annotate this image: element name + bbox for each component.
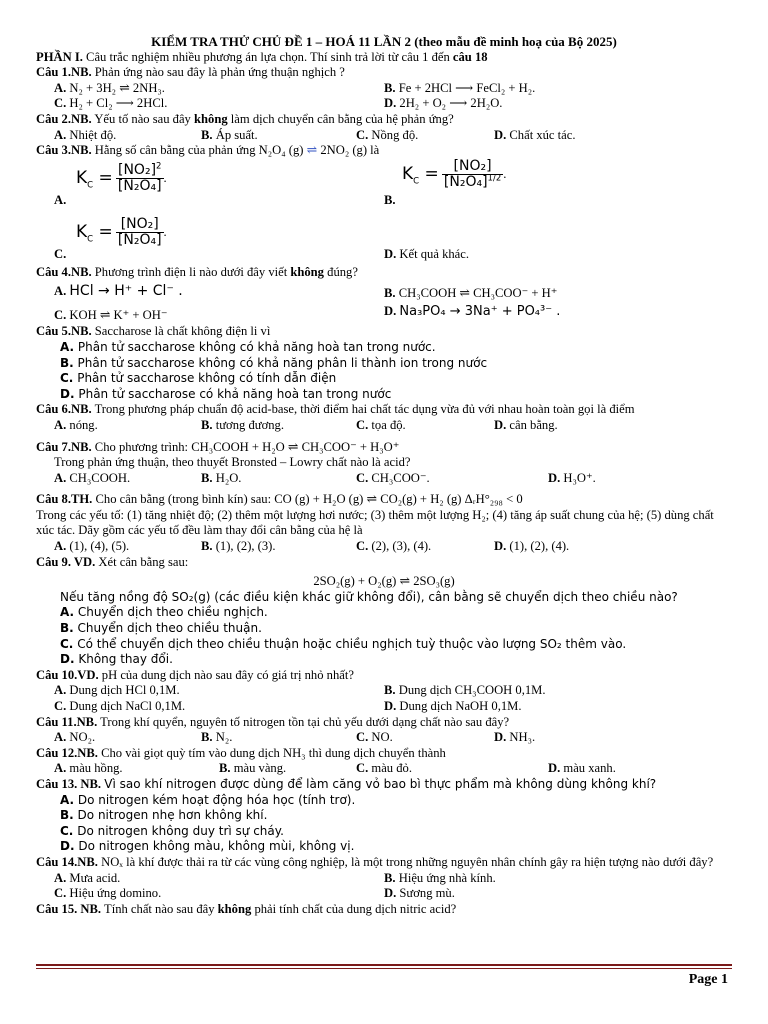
q1-options-row1: A. N₂ + 3H₂ ⇌ 2NH₃. B. Fe + 2HCl ⟶ FeCl₂ + H₂.	[54, 80, 536, 95]
question-10: Câu 10.VD. pH của dung dịch nào sau đây có giá trị nhỏ nhất?	[36, 667, 354, 682]
question-9: Câu 9. VD. Xét cân bằng sau:	[36, 554, 189, 569]
q9-subtext: Nếu tăng nồng độ SO₂(g) (các điều kiện khác giữ không đổi), cân bằng sẽ chuyển dịch theo chiều nào?	[60, 589, 678, 604]
question-6: Câu 6.NB. Trong phương pháp chuẩn độ acid-base, thời điểm hai chất tác dụng vừa đủ với nhau hoàn toàn gọi là điểm	[36, 402, 635, 417]
q8-subtext: Trong các yếu tố: (1) tăng nhiệt độ; (2) thêm một lượng hơi nước; (3) thêm một lượng H₂; (4) tăng áp suất chung của hệ; (5) dùng chất xúc tác. Dãy gồm các yếu tố đều làm thay đổi cân bằng của hệ là	[36, 507, 714, 538]
kc-formula-c: $K_C$ = $\frac{\text{[NO₂]}}{\text{[N₂O₄]}}$ .	[76, 215, 167, 249]
q3-options-row1: A. $K_C$ = $\frac{[NO_2]^2}{\text{[N₂O₄]}}$ . B. $K_C$ = $\frac{\text{[NO₂]}}{[N_2O_4]^{1/2}}$ .	[54, 157, 507, 207]
q11-options: A. NO₂. B. N₂. C. NO. D. NH₃.	[54, 730, 536, 745]
question-1: Câu 1.NB. Phản ứng nào sau đây là phản ứng thuận nghịch ?	[36, 65, 345, 80]
q9-option-d: D. Không thay đổi.	[60, 652, 173, 667]
exam-page	[36, 34, 732, 917]
question-4: Câu 4.NB. Phương trình điện li nào dưới đây viết không đúng?	[36, 264, 358, 279]
question-15: Câu 15. NB. Tính chất nào sau đây không phải tính chất của dung dịch nitric acid?	[36, 901, 457, 916]
q12-options: A. màu hồng. B. màu vàng. C. màu đỏ. D. màu xanh.	[54, 761, 616, 776]
part-instructions: PHẦN I. Câu trắc nghiệm nhiều phương án lựa chọn. Thí sinh trả lời từ câu 1 đến câu 18	[36, 49, 488, 64]
footer-rule	[36, 964, 732, 969]
q14-options-row2: C. Hiệu ứng domino. D. Sương mù.	[54, 886, 455, 901]
q13-option-c: C. Do nitrogen không duy trì sự cháy.	[60, 823, 284, 838]
question-13: Câu 13. NB. Vì sao khí nitrogen được dùng để làm căng vỏ bao bì thực phẩm mà không dùng không khí?	[36, 776, 657, 791]
q13-option-d: D. Do nitrogen không màu, không mùi, không vị.	[60, 839, 355, 854]
q5-option-d: D. Phân tử saccharose có khả năng hoà tan trong nước	[60, 386, 392, 401]
page-number: Page 1	[688, 972, 728, 987]
q13-option-a: A. Do nitrogen kém hoạt động hóa học (tính trơ).	[60, 792, 356, 807]
question-7: Câu 7.NB. Cho phương trình: CH₃COOH + H₂O ⇌ CH₃COO⁻ + H₃O⁺	[36, 439, 400, 454]
question-12: Câu 12.NB. Cho vài giọt quỳ tím vào dung dịch NH₃ thì dung dịch chuyển thành	[36, 745, 446, 760]
question-2: Câu 2.NB. Yếu tố nào sau đây không làm dịch chuyển cân bằng của hệ phản ứng?	[36, 111, 454, 126]
q2-options: A. Nhiệt độ. B. Áp suất. C. Nồng độ. D. Chất xúc tác.	[54, 127, 576, 142]
q9-equation: 2SO₂(g) + O₂(g) ⇌ 2SO₃(g)	[313, 574, 455, 589]
q5-option-b: B. Phân tử saccharose không có khả năng phân li thành ion trong nước	[60, 355, 488, 370]
q7-subtext: Trong phản ứng thuận, theo thuyết Bronsted – Lowry chất nào là acid?	[54, 455, 411, 470]
q10-options-row1: A. Dung dịch HCl 0,1M. B. Dung dịch CH₃COOH 0,1M.	[54, 683, 546, 698]
question-14: Câu 14.NB. NOₓ là khí được thải ra từ các vùng công nghiệp, là một trong những nguyên nhân chính gây ra hiện tượng nào dưới đây?	[36, 854, 714, 869]
q13-option-b: B. Do nitrogen nhẹ hơn không khí.	[60, 808, 268, 823]
q10-options-row2: C. Dung dịch NaCl 0,1M. D. Dung dịch NaOH 0,1M.	[54, 699, 522, 713]
q9-option-c: C. Có thể chuyển dịch theo chiều thuận hoặc chiều nghịch tuỳ thuộc vào lượng SO₂ thêm vào.	[60, 636, 627, 651]
q3-options-row2: C. $K_C$ = $\frac{\text{[NO₂]}}{\text{[N₂O₄]}}$ . D. Kết quả khác.	[54, 215, 469, 261]
question-5: Câu 5.NB. Saccharose là chất không điện li vì	[36, 324, 271, 339]
q9-option-a: A. Chuyển dịch theo chiều nghịch.	[60, 605, 268, 620]
kc-formula-b: $K_C$ = $\frac{\text{[NO₂]}}{[N_2O_4]^{1/2}}$ .	[402, 157, 507, 191]
q4-options-row1: A. HCl → H⁺ + Cl⁻ . B. CH₃COOH ⇌ CH₃COO⁻ + H⁺	[54, 283, 558, 301]
q7-options: A. CH₃COOH. B. H₂O. C. CH₃COO⁻. D. H₃O⁺.	[54, 470, 596, 485]
question-11: Câu 11.NB. Trong khí quyển, nguyên tố nitrogen tồn tại chủ yếu dưới dạng chất nào sau đây?	[36, 714, 510, 729]
q5-option-a: A. Phân tử saccharose không có khả năng hoà tan trong nước.	[60, 339, 436, 354]
q6-options: A. nóng. B. tương đương. C. tọa độ. D. cân bằng.	[54, 417, 558, 432]
q9-option-b: B. Chuyển dịch theo chiều thuận.	[60, 621, 262, 636]
exam-title: KIỂM TRA THỬ CHỦ ĐỀ 1 – HOÁ 11 LẦN 2 (theo mẫu đề minh hoạ của Bộ 2025)	[151, 34, 617, 49]
q8-options: A. (1), (4), (5). B. (1), (2), (3). C. (2), (3), (4). D. (1), (2), (4).	[54, 539, 570, 554]
kc-formula-a: $K_C$ = $\frac{[NO_2]^2}{\text{[N₂O₄]}}$ .	[76, 161, 167, 195]
q5-option-c: C. Phân tử saccharose không có tính dẫn điện	[60, 371, 337, 386]
q4-options-row2: C. KOH ⇌ K⁺ + OH⁻ D. Na₃PO₄ → 3Na⁺ + PO₄³⁻ .	[54, 304, 561, 323]
question-3: Câu 3.NB. Hằng số cân bằng của phản ứng N₂O₄ (g) ⇌ 2NO₂ (g) là	[36, 143, 380, 158]
q14-options-row1: A. Mưa acid. B. Hiệu ứng nhà kính.	[54, 870, 496, 885]
question-8: Câu 8.TH. Cho cân bằng (trong bình kín) sau: CO (g) + H₂O (g) ⇌ CO₂(g) + H₂ (g) ΔᵣH°₂₉₈ < 0	[36, 492, 523, 507]
q1-options-row2: C. H₂ + Cl₂ ⟶ 2HCl. D. 2H₂ + O₂ ⟶ 2H₂O.	[54, 96, 503, 111]
